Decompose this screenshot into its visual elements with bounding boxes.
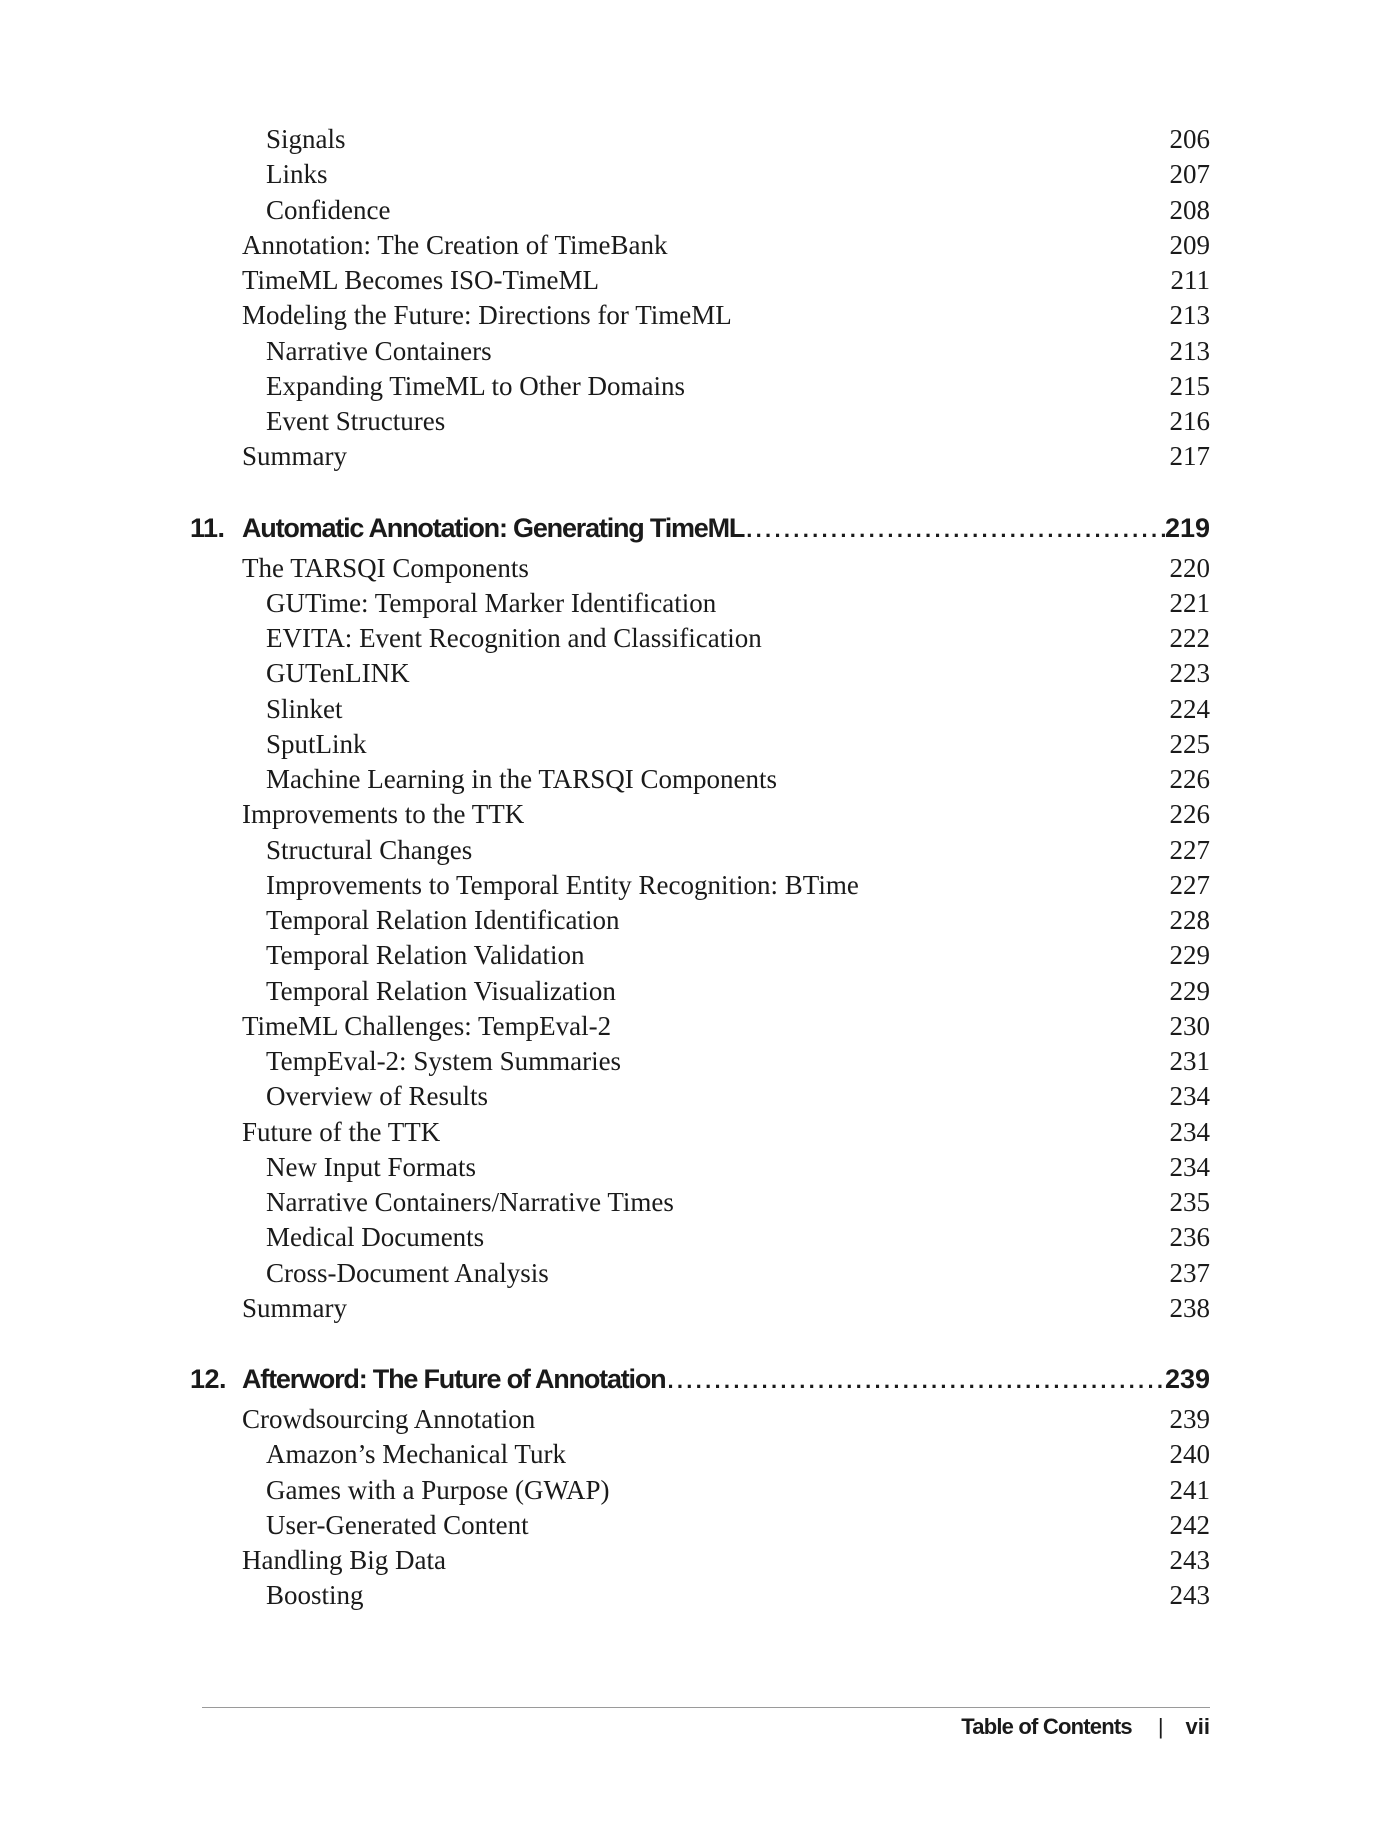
entry-title: TempEval-2: System Summaries	[266, 1046, 622, 1076]
entry-page-number: 228	[1169, 905, 1210, 935]
entry-title: Expanding TimeML to Other Domains	[266, 370, 685, 401]
toc-section-entry[interactable]	[242, 1404, 1210, 1435]
toc-subsection-entry[interactable]	[266, 835, 1210, 866]
toc-subsection-entry[interactable]	[266, 976, 1210, 1007]
entry-page-number: 213	[1169, 335, 1210, 366]
entry-page-number: 238	[1169, 1292, 1210, 1323]
toc-section-entry[interactable]	[242, 1011, 1210, 1042]
toc-subsection-entry[interactable]	[266, 1152, 1210, 1183]
toc-subsection-entry[interactable]	[266, 371, 1210, 402]
entry-title: Summary	[242, 1292, 347, 1323]
entry-title: TimeML Becomes ISO-TimeML	[242, 265, 600, 295]
entry-title: Overview of Results	[266, 1081, 488, 1112]
entry-title: Links	[266, 159, 328, 190]
entry-page-number: 231	[1169, 1046, 1210, 1076]
toc-subsection-entry[interactable]	[266, 764, 1210, 795]
entry-title: Summary	[242, 441, 347, 472]
entry-page-number: 227	[1169, 834, 1210, 865]
entry-page-number: 220	[1169, 552, 1210, 583]
entry-title: Temporal Relation Validation	[266, 940, 585, 971]
entry-title: GUTime: Temporal Marker Identification	[266, 587, 717, 618]
toc-subsection-entry[interactable]	[266, 1187, 1210, 1218]
entry-page-number: 242	[1169, 1509, 1210, 1540]
entry-page-number: 207	[1169, 159, 1210, 190]
chapter-heading[interactable]	[190, 513, 1210, 544]
entry-page-number: 239	[1169, 1404, 1210, 1434]
entry-title: Games with a Purpose (GWAP)	[266, 1474, 610, 1505]
entry-page-number: 243	[1169, 1580, 1210, 1611]
entry-page-number: 224	[1169, 693, 1210, 724]
entry-page-number: 234	[1169, 1151, 1210, 1182]
entry-title: Machine Learning in the TARSQI Components	[266, 764, 778, 794]
toc-section-entry[interactable]	[242, 265, 1210, 296]
chapter-title: Afterword: The Future of Annotation	[242, 1364, 666, 1394]
entry-page-number: 213	[1169, 300, 1210, 331]
entry-page-number: 235	[1169, 1187, 1210, 1217]
toc-subsection-entry[interactable]	[266, 1475, 1210, 1506]
toc-subsection-entry[interactable]	[266, 905, 1210, 936]
entry-title: User-Generated Content	[266, 1509, 529, 1540]
entry-page-number: 226	[1169, 764, 1210, 794]
entry-title: Handling Big Data	[242, 1545, 446, 1575]
toc-section-entry[interactable]	[242, 441, 1210, 472]
toc-subsection-entry[interactable]	[266, 658, 1210, 689]
entry-page-number: 208	[1169, 194, 1210, 225]
entry-page-number: 241	[1169, 1474, 1210, 1505]
entry-page-number: 216	[1169, 406, 1210, 436]
chapter-title: Automatic Annotation: Generating TimeML	[242, 512, 745, 543]
entry-title: Medical Documents	[266, 1222, 485, 1253]
chapter-page-number: 219	[1164, 512, 1210, 543]
entry-title: SputLink	[266, 728, 367, 759]
dot-leader	[744, 517, 1165, 543]
toc-subsection-entry[interactable]	[266, 1046, 1210, 1077]
toc-section-entry[interactable]	[242, 230, 1210, 261]
entry-page-number: 237	[1169, 1257, 1210, 1288]
entry-page-number: 211	[1170, 265, 1210, 295]
entry-title: EVITA: Event Recognition and Classification	[266, 623, 762, 653]
entry-title: Confidence	[266, 194, 391, 225]
toc-subsection-entry[interactable]	[266, 124, 1210, 155]
entry-page-number: 240	[1169, 1439, 1210, 1470]
entry-title: Structural Changes	[266, 834, 473, 865]
toc-subsection-entry[interactable]	[266, 159, 1210, 190]
chapter-number: 12.	[190, 1364, 227, 1394]
entry-page-number: 222	[1169, 623, 1210, 653]
entry-title: Modeling the Future: Directions for TimeML	[242, 300, 732, 331]
dot-leader	[665, 1368, 1165, 1394]
toc-section-entry[interactable]	[242, 1545, 1210, 1576]
entry-page-number: 229	[1169, 975, 1210, 1006]
toc-section-entry[interactable]	[242, 553, 1210, 584]
entry-title: Amazon’s Mechanical Turk	[266, 1439, 566, 1470]
chapter-number: 11.	[190, 512, 225, 543]
entry-title: Narrative Containers/Narrative Times	[266, 1187, 674, 1217]
toc-subsection-entry[interactable]	[266, 694, 1210, 725]
entry-title: Boosting	[266, 1580, 364, 1611]
entry-page-number: 229	[1169, 940, 1210, 971]
entry-page-number: 225	[1169, 728, 1210, 759]
entry-page-number: 215	[1169, 370, 1210, 401]
entry-page-number: 234	[1169, 1116, 1210, 1147]
entry-title: Future of the TTK	[242, 1116, 441, 1147]
entry-page-number: 206	[1169, 124, 1210, 154]
toc-section-entry[interactable]	[242, 799, 1210, 830]
entry-title: GUTenLINK	[266, 658, 410, 689]
toc-subsection-entry[interactable]	[266, 1439, 1210, 1470]
entry-title: The TARSQI Components	[242, 552, 529, 583]
page-footer	[961, 1714, 1210, 1740]
toc-subsection-entry[interactable]	[266, 940, 1210, 971]
toc-subsection-entry[interactable]	[266, 623, 1210, 654]
toc-section-entry[interactable]	[242, 1293, 1210, 1324]
entry-title: New Input Formats	[266, 1151, 476, 1182]
entry-page-number: 227	[1169, 869, 1210, 900]
entry-title: Crowdsourcing Annotation	[242, 1404, 536, 1434]
entry-page-number: 236	[1169, 1222, 1210, 1253]
entry-page-number: 223	[1169, 658, 1210, 689]
toc-subsection-entry[interactable]	[266, 1510, 1210, 1541]
entry-title: TimeML Challenges: TempEval-2	[242, 1010, 612, 1041]
entry-page-number: 230	[1169, 1010, 1210, 1041]
entry-title: Cross-Document Analysis	[266, 1257, 549, 1288]
toc-subsection-entry[interactable]	[266, 195, 1210, 226]
entry-title: Temporal Relation Visualization	[266, 975, 616, 1006]
entry-title: Improvements to the TTK	[242, 799, 525, 830]
toc-subsection-entry[interactable]	[266, 870, 1210, 901]
entry-title: Slinket	[266, 693, 343, 724]
entry-title: Event Structures	[266, 406, 446, 436]
chapter-heading[interactable]	[190, 1364, 1210, 1395]
toc-subsection-entry[interactable]	[266, 588, 1210, 619]
entry-title: Narrative Containers	[266, 335, 492, 366]
footer-page-number: vii	[1185, 1714, 1210, 1739]
entry-page-number: 209	[1169, 229, 1210, 260]
entry-page-number: 221	[1169, 587, 1210, 618]
entry-title: Annotation: The Creation of TimeBank	[242, 229, 668, 260]
entry-page-number: 243	[1169, 1545, 1210, 1575]
toc-subsection-entry[interactable]	[266, 1081, 1210, 1112]
toc-subsection-entry[interactable]	[266, 336, 1210, 367]
footer-separator: |	[1157, 1714, 1164, 1739]
entry-title: Signals	[266, 124, 346, 154]
entry-title: Improvements to Temporal Entity Recognition: BTime	[266, 869, 859, 900]
footer-title: Table of Contents	[961, 1714, 1132, 1739]
toc-subsection-entry[interactable]	[266, 1580, 1210, 1611]
entry-page-number: 226	[1169, 799, 1210, 830]
entry-page-number: 217	[1169, 441, 1210, 472]
entry-page-number: 234	[1169, 1081, 1210, 1112]
toc-subsection-entry[interactable]	[266, 1222, 1210, 1253]
toc-section-entry[interactable]	[242, 300, 1210, 331]
toc-subsection-entry[interactable]	[266, 729, 1210, 760]
toc-subsection-entry[interactable]	[266, 406, 1210, 437]
toc-subsection-entry[interactable]	[266, 1258, 1210, 1289]
chapter-page-number: 239	[1164, 1364, 1210, 1394]
toc-section-entry[interactable]	[242, 1117, 1210, 1148]
entry-title: Temporal Relation Identification	[266, 905, 620, 935]
footer-rule	[202, 1707, 1210, 1708]
